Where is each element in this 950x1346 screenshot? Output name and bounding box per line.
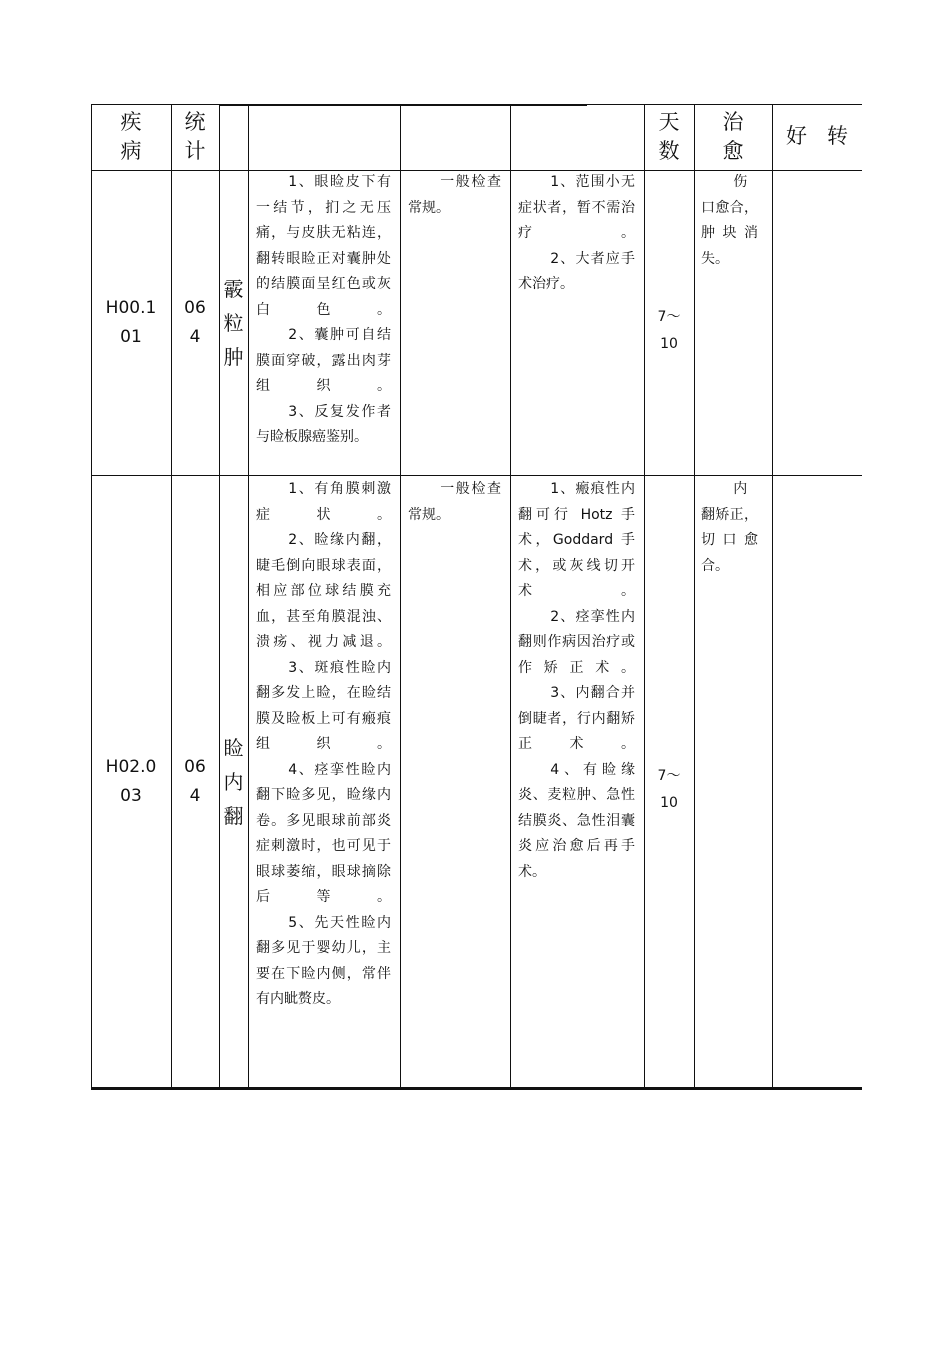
row-2-code: H02.0 03: [105, 756, 157, 806]
row-1-symptom-3: 3、反复发作者与睑板腺癌鉴别。: [256, 403, 391, 445]
header-cured: 治 愈: [722, 110, 744, 163]
row-1-code: H00.1 01: [105, 298, 157, 347]
row-2-symptom-5: 5、先天性睑内翻多见于婴幼儿，主要在下睑内侧，常伴有内眦赘皮。: [256, 914, 391, 1007]
row-2-days: 7～ 10: [657, 767, 681, 811]
row-2-symptom-2: 2、睑缘内翻，睫毛倒向眼球表面，相应部位球结膜充血，甚至角膜混浊、溃疡、视力减退。: [256, 532, 391, 650]
row-2-stat: 06 4: [184, 756, 206, 806]
row-2-cured: [694, 477, 772, 579]
row-1-exam: [400, 170, 510, 221]
row-2-treatment-4: 4、有睑缘炎、麦粒肿、急性结膜炎、急性泪囊炎应治愈后再手术。: [518, 761, 635, 880]
header-improved: 好 转: [785, 124, 849, 148]
row-1-cured-text: 伤口愈合，肿块消失。: [701, 174, 758, 267]
row-2-symptoms: [248, 477, 400, 1013]
row-2-treatment-3: 3、内翻合并倒睫者，行内翻矫正术。: [518, 685, 635, 752]
row-1-symptoms: [248, 170, 400, 451]
row-1-exam-text: 一般检查常规。: [408, 174, 501, 216]
row-2-treatment: [510, 477, 644, 885]
row-1-days: 7～ 10: [657, 309, 681, 352]
row-2-exam: [400, 477, 510, 528]
header-disease: 疾 病: [120, 110, 142, 163]
row-2-symptom-1: 1、有角膜刺激症状。: [256, 481, 391, 523]
row-2-exam-text: 一般检查常规。: [408, 481, 501, 523]
row-2-treatment-1: 1、瘢痕性内翻可行 Hotz 手术，Goddard 手术，或灰线切开术。: [518, 481, 635, 599]
header-stat: 统 计: [184, 110, 206, 163]
row-1-treatment-1: 1、范围小无症状者，暂不需治疗。: [518, 174, 635, 241]
row-2-name: 睑 内 翻: [223, 735, 244, 828]
col-rule: [772, 104, 773, 1088]
row-1-stat: 06 4: [184, 298, 206, 347]
col-rule: [400, 104, 401, 1088]
row-1-symptom-2: 2、囊肿可自结膜面穿破，露出肉芽组织。: [256, 327, 391, 394]
row-1-cured: [694, 170, 772, 272]
row-1-treatment: [510, 170, 644, 298]
row-1-symptom-1: 1、眼睑皮下有一结节，扪之无压痛，与皮肤无粘连，翻转眼睑正对囊肿处的结膜面呈红色或灰白色。: [256, 174, 391, 318]
row-2-treatment-2: 2、痉挛性内翻则作病因治疗或作矫正术。: [518, 608, 635, 676]
table-top-rule-thick: [219, 104, 587, 106]
row-1-treatment-2: 2、大者应手术治疗。: [518, 250, 635, 292]
disease-table: [91, 104, 862, 1090]
row-2-cured-text: 内翻矫正，切口愈合。: [701, 481, 758, 574]
table-bottom-rule: [91, 1087, 862, 1090]
header-days: 天 数: [658, 110, 680, 163]
row-2-symptom-3: 3、斑痕性睑内翻多发上睑，在睑结膜及睑板上可有瘢痕组织。: [256, 659, 391, 752]
row-1-name: 霰 粒 肿: [223, 277, 244, 369]
row-2-symptom-4: 4、痉挛性睑内翻下睑多见，睑缘内卷。多见眼球前部炎症刺激时，也可见于眼球萎缩，眼球摘除后等。: [256, 761, 391, 905]
